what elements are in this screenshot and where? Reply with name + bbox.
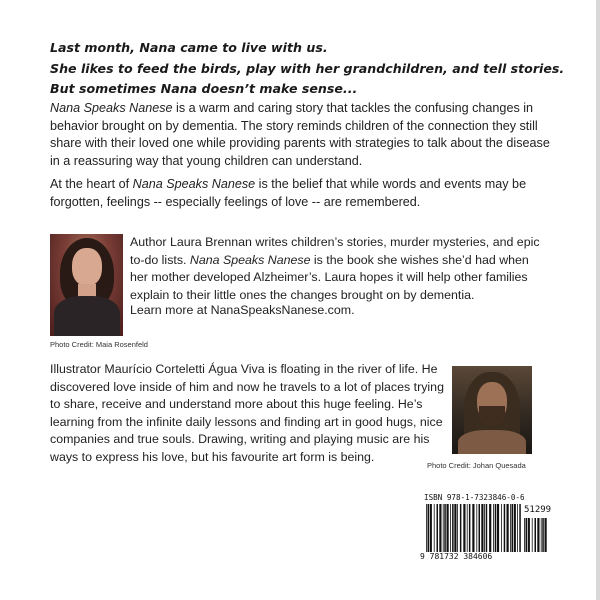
- illustrator-photo: [452, 366, 532, 454]
- author-photo: [50, 234, 123, 336]
- website-link[interactable]: Learn more at NanaSpeaksNanese.com.: [130, 303, 355, 317]
- page-edge: [596, 0, 600, 600]
- author-bio-text-2: is the book she wishes she’d had when her mother developed Alzheimer’s. Laura hopes it will help other families explain to their little ones the changes brought on by dementia.: [130, 252, 529, 302]
- author-bio: [130, 234, 550, 304]
- intro-block: [50, 38, 565, 100]
- author-bio-text-1: Author Laura Brennan writes children’s stories, murder mysteries, and epic to-do lists.: [130, 235, 540, 267]
- intro-line-2: She likes to feed the birds, play with her grandchildren, and tell stories.: [50, 60, 565, 76]
- heart-paragraph: [50, 176, 555, 211]
- description-paragraph: [50, 100, 555, 170]
- intro-line-1: Last month, Nana came to live with us.: [50, 40, 328, 55]
- isbn-text: ISBN 978-1-7323846-0-6: [424, 493, 525, 502]
- book-title: Nana Speaks Nanese: [50, 101, 173, 115]
- addon-barcode-bars: [524, 518, 548, 552]
- book-title: Nana Speaks Nanese: [132, 177, 256, 191]
- description-text: is a warm and caring story that tackles the confusing changes in behavior brought on by dementia. The story reminds children of the connection they still share with their loved one while providing parents with strategies to talk about the disease in a reassuring way that young children can understand.: [50, 101, 550, 168]
- illustrator-photo-credit: Photo Credit: Johan Quesada: [427, 461, 526, 470]
- author-photo-credit: Photo Credit: Maia Rosenfeld: [50, 340, 148, 349]
- heart-prefix: At the heart of: [50, 177, 133, 191]
- ean-number: 9 781732 384606: [420, 552, 493, 561]
- addon-number: 51299: [524, 505, 552, 515]
- intro-line-3: But sometimes Nana doesn’t make sense...: [50, 81, 358, 96]
- heart-suffix: is the belief that while words and events may be forgotten, feelings -- especially feelings of love -- are remembered.: [50, 177, 527, 209]
- isbn-barcode: [420, 490, 550, 572]
- ean-barcode-bars: [426, 504, 522, 552]
- book-title: Nana Speaks Nanese: [189, 252, 311, 267]
- illustrator-bio: Illustrator Maurício Corteletti Água Viva is floating in the river of life. He discovered love inside of him and now he travels to a lot of places trying to share, receive and understand more about this huge feeling. He’s learning from the infinite daily lessons and finding art in good hugs, nice companies and true souls. Drawing, writing and playing music are his ways to express his love, but his favourite art form is being.: [50, 362, 444, 464]
